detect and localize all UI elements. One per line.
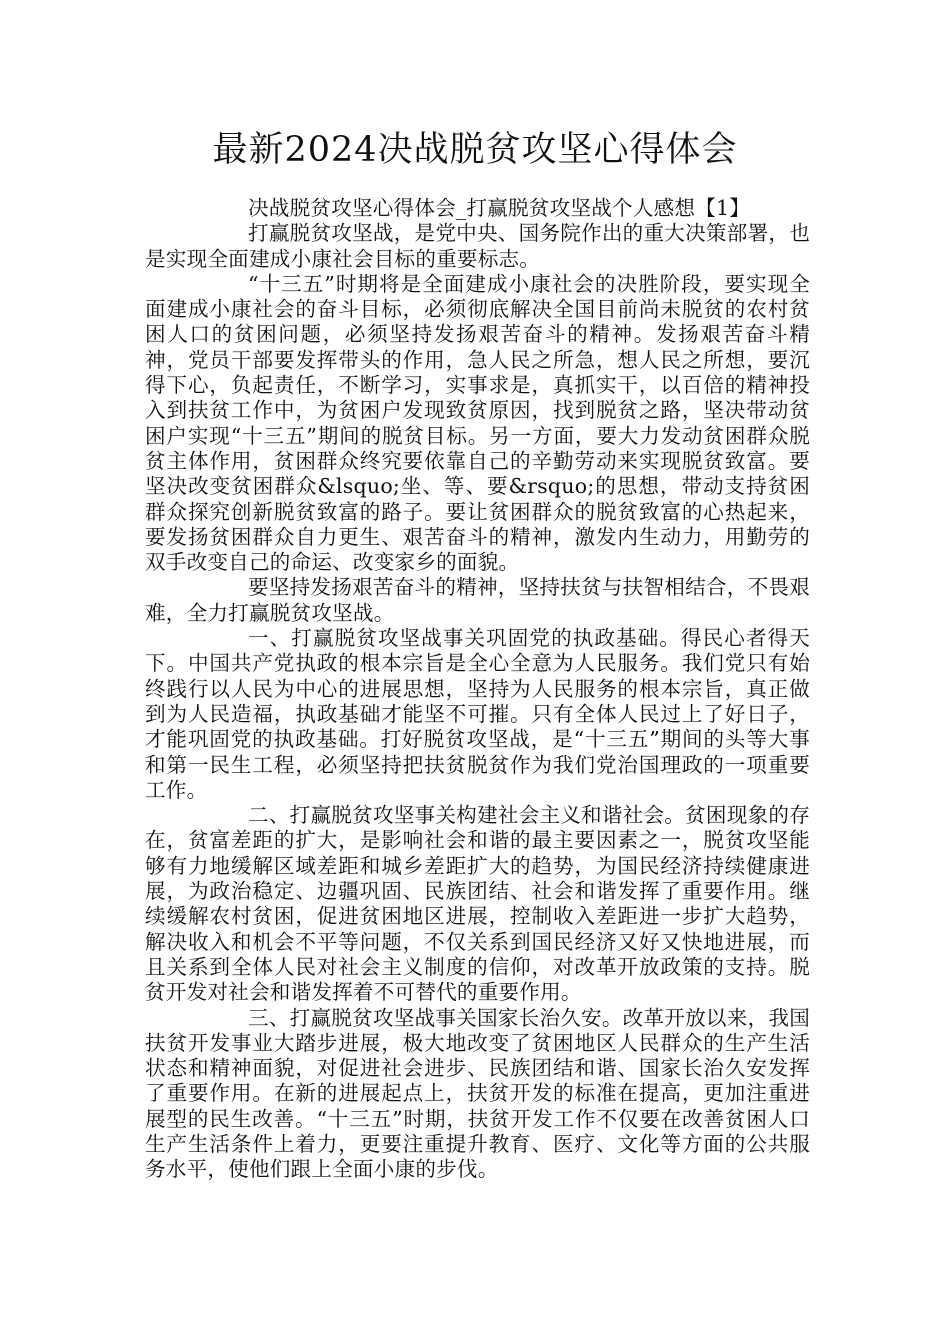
section-heading: 决战脱贫攻坚心得体会_打赢脱贫攻坚战个人感想【1】 [248, 196, 751, 220]
paragraph-13th-five-year: “十三五”时期将是全面建成小康社会的决胜阶段，要实现全面建成小康社会的奋斗目标，必须彻底解决全国目前尚未脱贫的农村贫困人口的贫困问题，必须坚持发扬艰苦奋斗的精神。发扬艰苦奋斗精神，党员干部要发挥带头的作用，急人民之所急，想人民之所想，要沉得下心，负起责任，不断学习，实事求是，真抓实干，以百倍的精神投入到扶贫工作中，为贫困户发现致贫原因，找到脱贫之路，坚决带动贫困户实现“十三五”期间的脱贫目标。另一方面，要大力发动贫困群众脱贫主体作用，贫困群众终究要依靠自己的辛勤劳动来实现脱贫致富。要坚决改变贫困群众&lsquo;坐、等、要&rsquo;的思想，带动支持贫困群众探究创新脱贫致富的路子。要让贫困群众的脱贫致富的心热起来，要发扬贫困群众自力更生、艰苦奋斗的精神，激发内生动力，用勤劳的双手改变自己的命运、改变家乡的面貌。 [145, 271, 810, 575]
paragraph-intro: 打赢脱贫攻坚战，是党中央、国务院作出的重大决策部署，也是实现全面建成小康社会目标的重要标志。 [145, 221, 810, 271]
paragraph-point-three: 三、打赢脱贫攻坚战事关国家长治久安。改革开放以来，我国扶贫开发事业大踏步进展，极大地改变了贫困地区人民群众的生产生活状态和精神面貌，对促进社会进步、民族团结和谐、国家长治久安发挥了重要作用。在新的进展起点上，扶贫开发的标准在提高，更加注重进展型的民生改善。“十三五”时期，扶贫开发工作不仅要在改善贫困人口生产生活条件上着力，更要注重提升教育、医疗、文化等方面的公共服务水平，使他们跟上全面小康的步伐。 [145, 1005, 810, 1182]
paragraph-point-one: 一、打赢脱贫攻坚战事关巩固党的执政基础。得民心者得天下。中国共产党执政的根本宗旨是全心全意为人民服务。我们党只有始终践行以人民为中心的进展思想，坚持为人民服务的根本宗旨，真正做到为人民造福，执政基础才能坚不可摧。只有全体人民过上了好日子，才能巩固党的执政基础。打好脱贫攻坚战，是“十三五”期间的头等大事和第一民生工程，必须坚持把扶贫脱贫作为我们党治国理政的一项重要工作。 [145, 626, 810, 802]
paragraph-summary: 要坚持发扬艰苦奋斗的精神，坚持扶贫与扶智相结合，不畏艰难，全力打赢脱贫攻坚战。 [145, 575, 810, 625]
document-title: 最新2024决战脱贫攻坚心得体会 [212, 130, 738, 170]
document-body [145, 196, 810, 1183]
paragraph-point-two: 二、打赢脱贫攻坚事关构建社会主义和谐社会。贫困现象的存在，贫富差距的扩大，是影响社会和谐的最主要因素之一，脱贫攻坚能够有力地缓解区域差距和城乡差距扩大的趋势，为国民经济持续健康进展，为政治稳定、边疆巩固、民族团结、社会和谐发挥了重要作用。继续缓解农村贫困，促进贫困地区进展，控制收入差距进一步扩大趋势，解决收入和机会不平等问题，不仅关系到国民经济又好又快地进展，而且关系到全体人民对社会主义制度的信仰，对改革开放政策的支持。脱贫开发对社会和谐发挥着不可替代的重要作用。 [145, 803, 810, 1005]
